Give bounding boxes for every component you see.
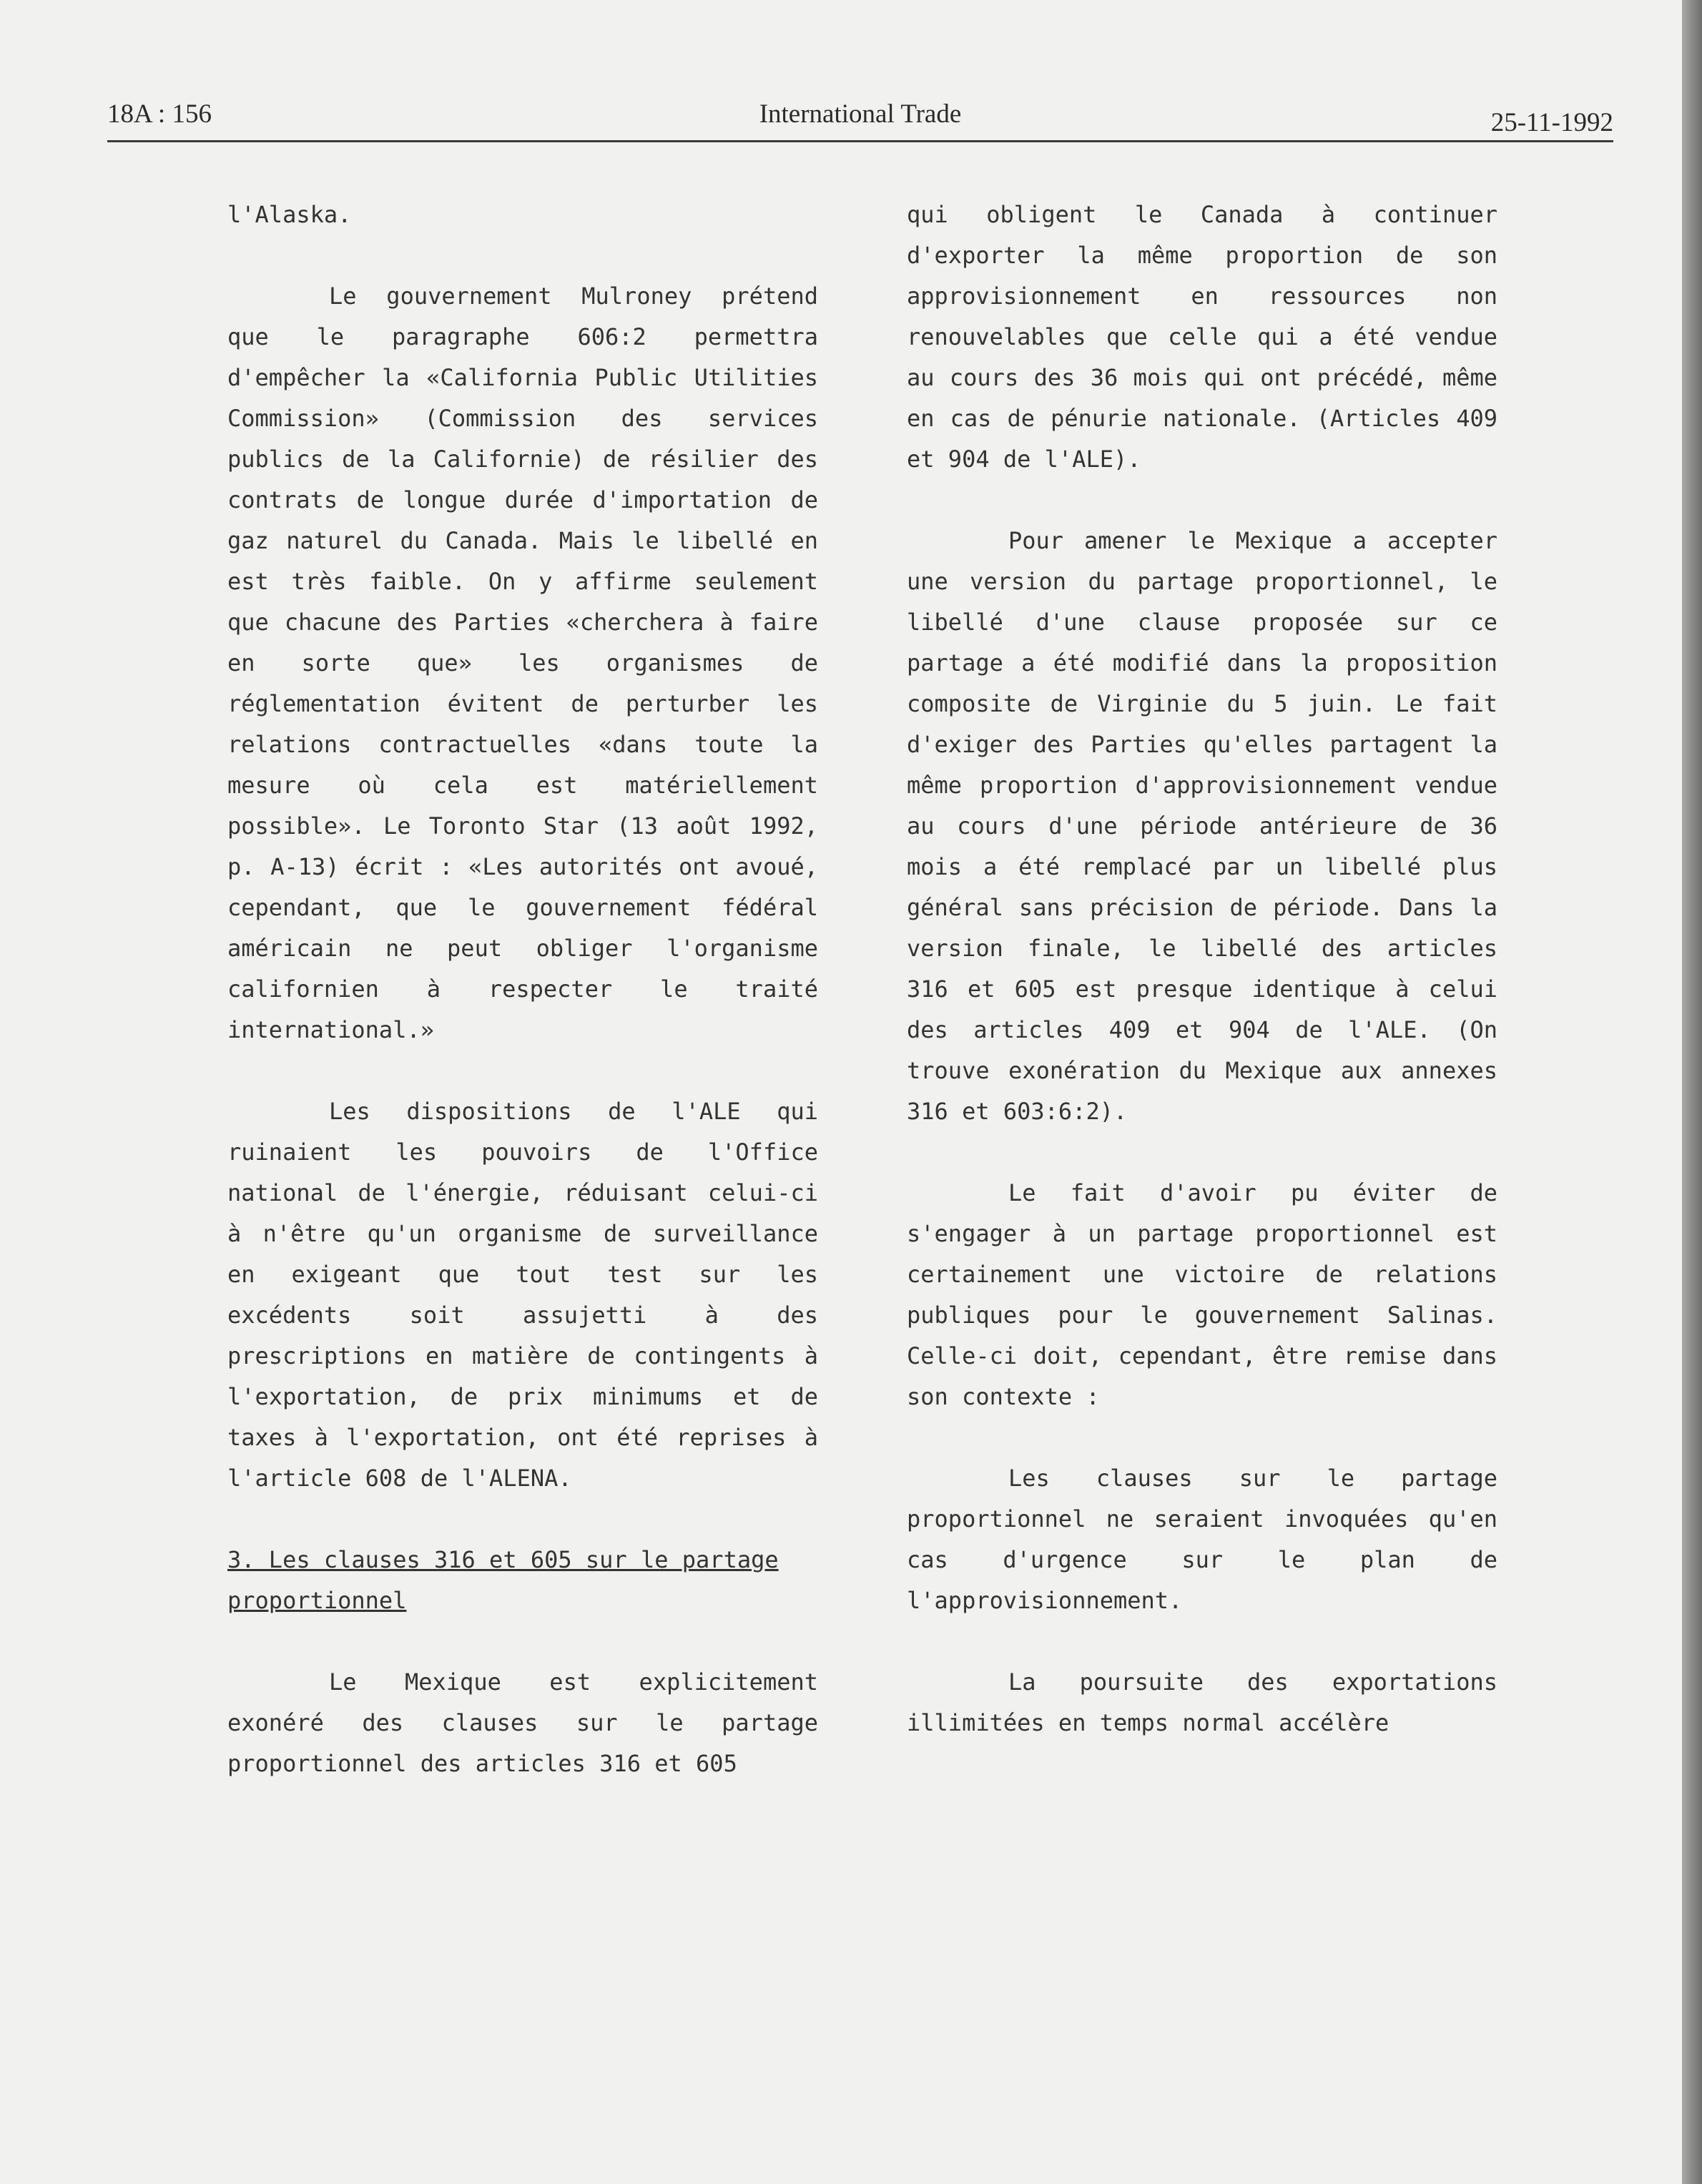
- paragraph: Le Mexique est explicitement exonéré des clauses sur le partage proportionnel des articles 316 et 605: [227, 1668, 818, 1777]
- header-date: 25-11-1992: [1490, 108, 1613, 137]
- right-column: [907, 195, 1497, 1784]
- paragraph: Les dispositions de l'ALE qui ruinaient les pouvoirs de l'Office national de l'énergie, réduisant celui-ci à n'être qu'un organisme de surveillance en exigeant que tout test sur les excédents soit assujetti à des prescriptions en matière de contingents à l'exportation, de prix minimums et de taxes à l'exportation, ont été reprises à l'article 608 de l'ALENA.: [227, 1098, 818, 1492]
- page-header: [107, 93, 1613, 144]
- paragraph: Le fait d'avoir pu éviter de s'engager à un partage proportionnel est certainement une victoire de relations publiques pour le gouvernement Salinas. Celle-ci doit, cependant, être remise dans son contexte :: [907, 1179, 1497, 1410]
- left-column: [227, 195, 818, 1825]
- paragraph: Le gouvernement Mulroney prétend que le paragraphe 606:2 permettra d'empêcher la «California Public Utilities Commission» (Commission des services publics de la Californie) de résilier des contrats de longue durée d'importation de gaz naturel du Canada. Mais le libellé en est très faible. On y affirme seulement que chacune des Parties «cherchera à faire en sorte que» les organismes de réglementation évitent de perturber les relations contractuelles «dans toute la mesure où cela est matériellement possible». Le Toronto Star (13 août 1992, p. A-13) écrit : «Les autorités ont avoué, cependant, que le gouvernement fédéral américain ne peut obliger l'organisme californien à respecter le traité international.»: [227, 282, 818, 1043]
- paragraph: La poursuite des exportations illimitées en temps normal accélère: [907, 1668, 1497, 1736]
- running-title: International Trade: [759, 99, 962, 129]
- paragraph: Les clauses sur le partage proportionnel ne seraient invoquées qu'en cas d'urgence sur le plan de l'approvisionnement.: [907, 1465, 1497, 1614]
- paragraph: l'Alaska.: [227, 201, 352, 228]
- section-heading: 3. Les clauses 316 et 605 sur le partage proportionnel: [227, 1546, 779, 1614]
- header-rule: [107, 140, 1613, 142]
- page-reference: 18A : 156: [107, 99, 212, 129]
- paragraph: qui obligent le Canada à continuer d'exporter la même proportion de son approvisionnement en ressources non renouvelables que celle qui a été vendue au cours des 36 mois qui ont précédé, même en cas de pénurie nationale. (Articles 409 et 904 de l'ALE).: [907, 201, 1497, 473]
- paragraph: Pour amener le Mexique a accepter une version du partage proportionnel, le libellé d'une clause proposée sur ce partage a été modifié dans la proposition composite de Virginie du 5 juin. Le fait d'exiger des Parties qu'elles partagent la même proportion d'approvisionnement vendue au cours d'une période antérieure de 36 mois a été remplacé par un libellé plus général sans précision de période. Dans la version finale, le libellé des articles 316 et 605 est presque identique à celui des articles 409 et 904 de l'ALE. (On trouve exonération du Mexique aux annexes 316 et 603:6:2).: [907, 527, 1497, 1125]
- page-edge: [1682, 0, 1702, 2184]
